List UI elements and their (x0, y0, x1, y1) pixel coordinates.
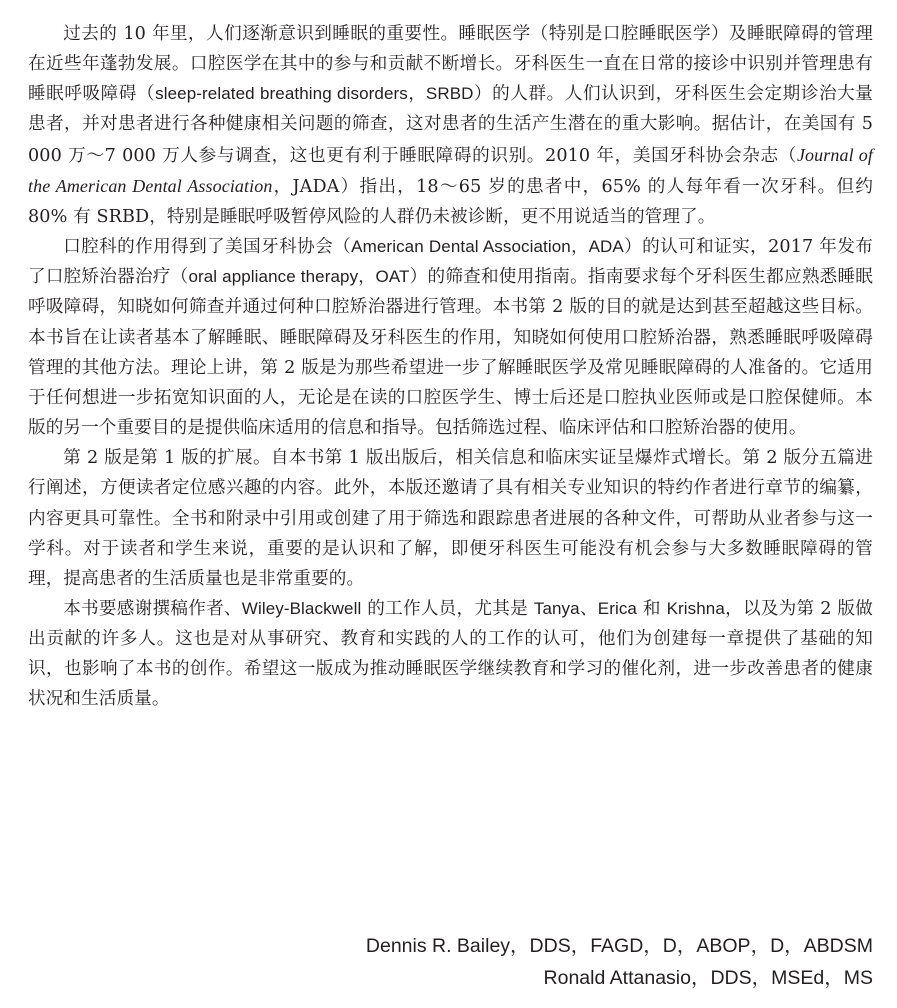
oat-term: oral appliance therapy，OAT (188, 267, 410, 287)
publisher-name: Wiley-Blackwell (241, 598, 362, 618)
paragraph-4-run-1: 本书要感谢撰稿作者、 (63, 598, 242, 619)
author-signature-2: Ronald Attanasio，DDS，MSEd，MS (543, 967, 873, 989)
ada-term: American Dental Association，ADA (351, 237, 624, 257)
paragraph-1 (28, 19, 873, 232)
paragraph-1-run-5: ，JADA）指出，18～65 岁的患者中，65% 的人每年看一次牙科。但约 80% 有 SRBD，特别是睡眠呼吸暂停风险的人群仍未被诊断，更不用说适当的管理了。 (28, 176, 874, 227)
staff-name-tanya: Tanya (533, 598, 580, 618)
author-signatures (366, 930, 873, 994)
journal-title: Journal of the American Dental Association (28, 144, 874, 196)
paragraph-4 (28, 594, 873, 715)
paragraph-3 (28, 443, 873, 594)
paragraph-4-run-5: 、 (579, 598, 598, 619)
preface-body (28, 19, 873, 715)
paragraph-2-run-1: 口腔科的作用得到了美国牙科协会（ (63, 237, 352, 258)
srbd-term: sleep-related breathing disorders，SRBD (155, 84, 474, 104)
paragraph-2 (28, 232, 873, 443)
author-signature-1: Dennis R. Bailey，DDS，FAGD，D，ABOP，D，ABDSM (365, 935, 873, 957)
paragraph-1-run-3: ）的人群。人们认识到，牙科医生会定期诊治大量患者，并对患者进行各种健康相关问题的筛查，这对患者的生活产生潜在的重大影响。据估计，在美国有 5 000 万～7 000 万人参与调查，这也更有利于睡眠障碍的识别。2010 年，美国牙科协会杂志（ (28, 84, 873, 166)
paragraph-4-run-3: 的工作人员，尤其是 (361, 598, 534, 619)
paragraph-4-run-7: 和 (636, 598, 667, 619)
staff-name-krishna: Krishna (666, 598, 725, 618)
staff-name-erica: Erica (597, 598, 637, 618)
paragraph-2-run-3: ）的认可和证实，2017 年发布了口腔矫治器治疗（ (28, 237, 873, 288)
paragraph-3-run-1: 第 2 版是第 1 版的扩展。自本书第 1 版出版后，相关信息和临床实证呈爆炸式增长。第 2 版分五篇进行阐述，方便读者定位感兴趣的内容。此外，本版还邀请了具有相关专业知识的特约作者进行章节的编纂，内容更具可靠性。全书和附录中引用或创建了用于筛选和跟踪患者进展的各种文件，可帮助从业者参与这一学科。对于读者和学生来说，重要的是认识和了解，即便牙科医生可能没有机会参与大多数睡眠障碍的管理，提高患者的生活质量也是非常重要的。 (28, 448, 873, 589)
paragraph-2-run-5: ）的筛查和使用指南。指南要求每个牙科医生都应熟悉睡眠呼吸障碍，知晓如何筛查并通过何种口腔矫治器进行管理。本书第 2 版的目的就是达到甚至超越这些目标。本书旨在让读者基本了解睡眠、睡眠障碍及牙科医生的作用，知晓如何使用口腔矫治器，熟悉睡眠呼吸障碍管理的其他方法。理论上讲，第 2 版是为那些希望进一步了解睡眠医学及常见睡眠障碍的人准备的。它适用于任何想进一步拓宽知识面的人，无论是在读的口腔医学生、博士后还是口腔执业医师或是口腔保健师。本版的另一个重要目的是提供临床适用的信息和指导。包括筛选过程、临床评估和口腔矫治器的使用。 (28, 267, 873, 439)
paragraph-4-run-9: ，以及为第 2 版做出贡献的许多人。这也是对从事研究、教育和实践的人的工作的认可，他们为创建每一章提供了基础的知识，也影响了本书的创作。希望这一版成为推动睡眠医学继续教育和学习的催化剂，进一步改善患者的健康状况和生活质量。 (28, 598, 873, 710)
paragraph-1-run-1: 过去的 10 年里，人们逐渐意识到睡眠的重要性。睡眠医学（特别是口腔睡眠医学）及睡眠障碍的管理在近些年蓬勃发展。口腔医学在其中的参与和贡献不断增长。牙科医生一直在日常的接诊中识别并管理患有睡眠呼吸障碍（ (28, 24, 873, 105)
